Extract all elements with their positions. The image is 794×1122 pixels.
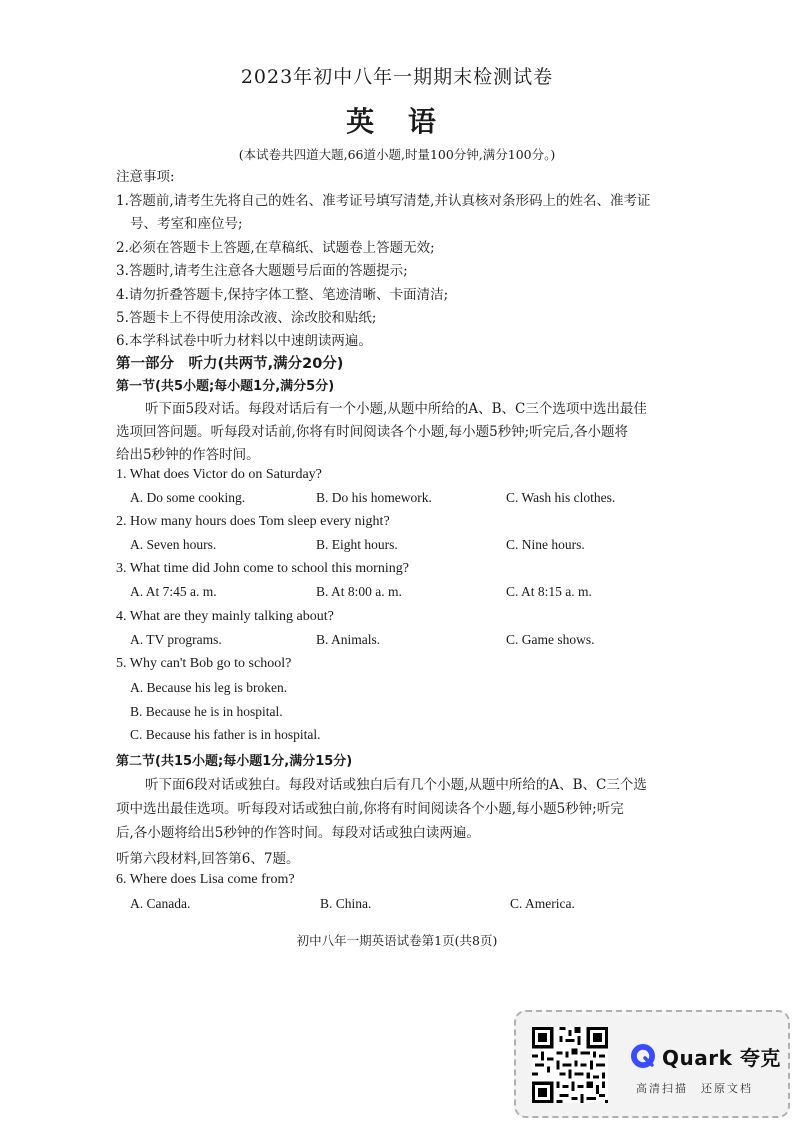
option-c: C. At 8:15 a. m. — [506, 584, 592, 599]
qr-code-icon — [532, 1027, 608, 1103]
option-c: C. America. — [510, 896, 575, 911]
section-heading: 第一节(共5小题;每小题1分,满分5分) — [116, 379, 335, 394]
option-a: A. TV programs. — [130, 632, 222, 647]
brand — [630, 1040, 781, 1072]
option-c: C. Nine hours. — [506, 537, 585, 552]
question-text: 3. What time did John come to school this morning? — [116, 561, 409, 576]
notes-item: 6.本学科试卷中听力材料以中速朗读两遍。 — [116, 333, 372, 349]
exam-info: (本试卷共四道大题,66道小题,时量100分钟,满分100分。) — [238, 147, 556, 162]
question-text: 1. What does Victor do on Saturday? — [116, 467, 322, 482]
option-b: B. Animals. — [316, 632, 381, 647]
section-heading: 第二节(共15小题;每小题1分,满分15分) — [116, 754, 353, 769]
exam-title: 2023年初中八年一期期末检测试卷 — [240, 66, 554, 88]
notes-item: 5.答题卡上不得使用涂改液、涂改胶和贴纸; — [116, 310, 377, 326]
question-text: 4. What are they mainly talking about? — [116, 609, 334, 624]
subject-title: 英 语 — [346, 105, 448, 138]
notes-item: 2.必须在答题卡上答题,在草稿纸、试题卷上答题无效; — [116, 240, 435, 256]
section-instructions: 选项回答问题。听每段对话前,你将有时间阅读各个小题,每小题5秒钟;听完后,各小题将 — [116, 424, 629, 440]
question-text: 6. Where does Lisa come from? — [116, 872, 295, 887]
notes-item: 1.答题前,请考生先将自己的姓名、准考证号填写清楚,并认真核对条形码上的姓名、准考证 — [116, 193, 651, 209]
material-note: 听第六段材料,回答第6、7题。 — [116, 851, 300, 867]
option-a: A. Canada. — [130, 896, 191, 911]
option-c: C. Wash his clothes. — [506, 490, 616, 505]
page-footer: 初中八年一期英语试卷第1页(共8页) — [296, 933, 498, 948]
scanner-watermark — [514, 1010, 790, 1118]
question-text: 5. Why can't Bob go to school? — [116, 656, 292, 671]
notes-item: 号、考室和座位号; — [130, 216, 243, 232]
notes-item: 3.答题时,请考生注意各大题题号后面的答题提示; — [116, 263, 408, 279]
option-a: A. Because his leg is broken. — [130, 680, 288, 695]
option-b: B. China. — [320, 896, 372, 911]
section-instructions: 听下面5段对话。每段对话后有一个小题,从题中所给的A、B、C三个选项中选出最佳 — [145, 401, 647, 417]
option-b: B. Eight hours. — [316, 537, 398, 552]
option-a: A. Seven hours. — [130, 537, 217, 552]
notes-title: 注意事项: — [116, 169, 175, 185]
option-b: B. Because he is in hospital. — [130, 704, 283, 719]
option-b: B. At 8:00 a. m. — [316, 584, 402, 599]
question-text: 2. How many hours does Tom sleep every night? — [116, 514, 390, 529]
section-instructions: 后,各小题将给出5秒钟的作答时间。每段对话或独白读两遍。 — [116, 825, 480, 841]
option-c: C. Because his father is in hospital. — [130, 727, 321, 742]
part-heading: 第一部分 听力(共两节,满分20分) — [116, 356, 344, 372]
option-c: C. Game shows. — [506, 632, 595, 647]
section-instructions: 听下面6段对话或独白。每段对话或独白后有几个小题,从题中所给的A、B、C三个选 — [145, 777, 647, 793]
option-a: A. At 7:45 a. m. — [130, 584, 217, 599]
section-instructions: 给出5秒钟的作答时间。 — [116, 447, 260, 463]
quark-logo-icon — [630, 1043, 656, 1069]
brand-name: Quark 夸克 — [662, 1045, 781, 1070]
notes-item: 4.请勿折叠答题卡,保持字体工整、笔迹清晰、卡面清洁; — [116, 287, 449, 303]
option-a: A. Do some cooking. — [130, 490, 246, 505]
option-b: B. Do his homework. — [316, 490, 432, 505]
brand-tagline: 高清扫描 还原文档 — [636, 1082, 753, 1095]
section-instructions: 项中选出最佳选项。听每段对话或独白前,你将有时间阅读各个小题,每小题5秒钟;听完 — [116, 801, 624, 817]
